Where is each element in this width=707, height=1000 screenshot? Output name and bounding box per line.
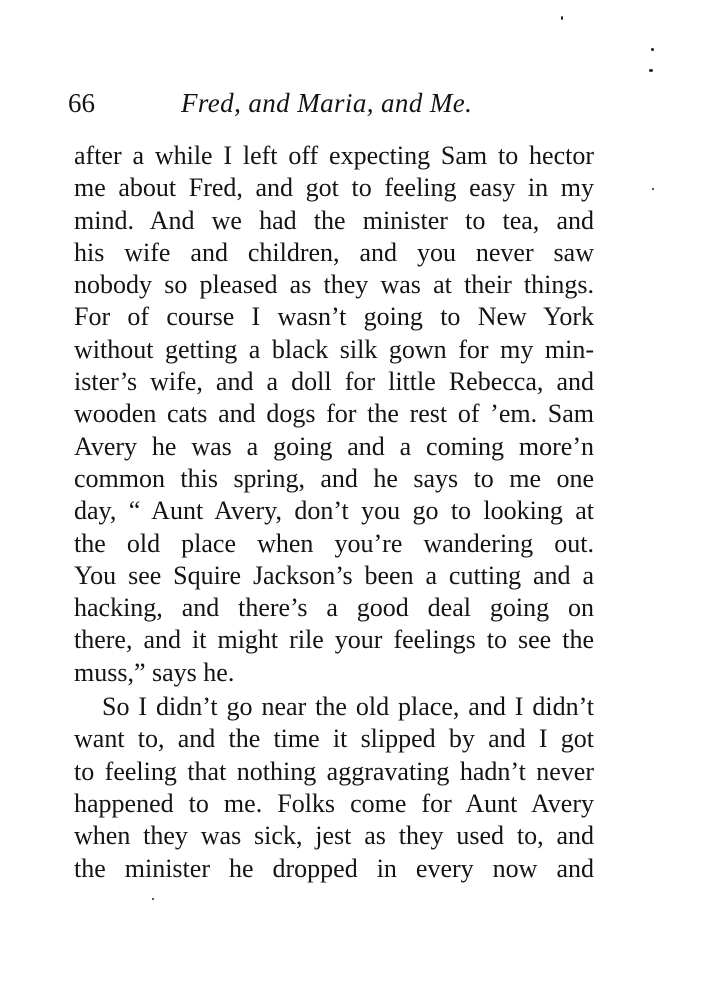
body-text [74, 140, 594, 885]
text-line: the old place when you’re wandering out. [74, 528, 594, 558]
page-number: 66 [68, 88, 95, 118]
text-line: You see Squire Jackson’s been a cutting and a [74, 560, 594, 590]
ink-speck [651, 48, 654, 51]
text-line: common this spring, and he says to me one [74, 463, 594, 493]
text-line: day, “ Aunt Avery, don’t you go to looking at [74, 496, 594, 526]
text-line: happened to me. Folks come for Aunt Avery [74, 788, 594, 818]
text-line: muss,” says he. [74, 657, 235, 687]
text-line: the minister he dropped in every now and [74, 853, 594, 883]
text-line: there, and it might rile your feelings to see the [74, 625, 594, 655]
text-line: want to, and the time it slipped by and I got [74, 724, 594, 754]
text-line: his wife and children, and you never saw [74, 237, 594, 267]
text-line: Avery he was a going and a coming more’n [74, 431, 594, 461]
text-line: ister’s wife, and a doll for little Rebecca, and [74, 367, 594, 397]
text-line: hacking, and there’s a good deal going on [74, 593, 594, 623]
text-line: So I didn’t go near the old place, and I didn’t [102, 692, 594, 722]
paragraph [74, 691, 594, 885]
text-line: when they was sick, jest as they used to, and [74, 821, 594, 851]
text-line: wooden cats and dogs for the rest of ’em. Sam [74, 399, 594, 429]
text-line: me about Fred, and got to feeling easy in my [74, 173, 594, 203]
text-line: after a while I left off expecting Sam to hector [74, 141, 594, 170]
text-line: nobody so pleased as they was at their things. [74, 270, 594, 300]
ink-speck [649, 69, 653, 72]
text-line: mind. And we had the minister to tea, and [74, 205, 594, 235]
ink-speck [652, 188, 654, 190]
page-header [68, 83, 598, 123]
text-line: without getting a black silk gown for my min- [74, 334, 594, 364]
ink-speck [561, 16, 563, 20]
text-line: to feeling that nothing aggravating hadn’t never [74, 756, 594, 786]
paragraph [74, 140, 594, 689]
running-title: Fred, and Maria, and Me. [181, 88, 473, 118]
ink-speck [152, 898, 154, 900]
text-line: For of course I wasn’t going to New York [74, 302, 594, 332]
